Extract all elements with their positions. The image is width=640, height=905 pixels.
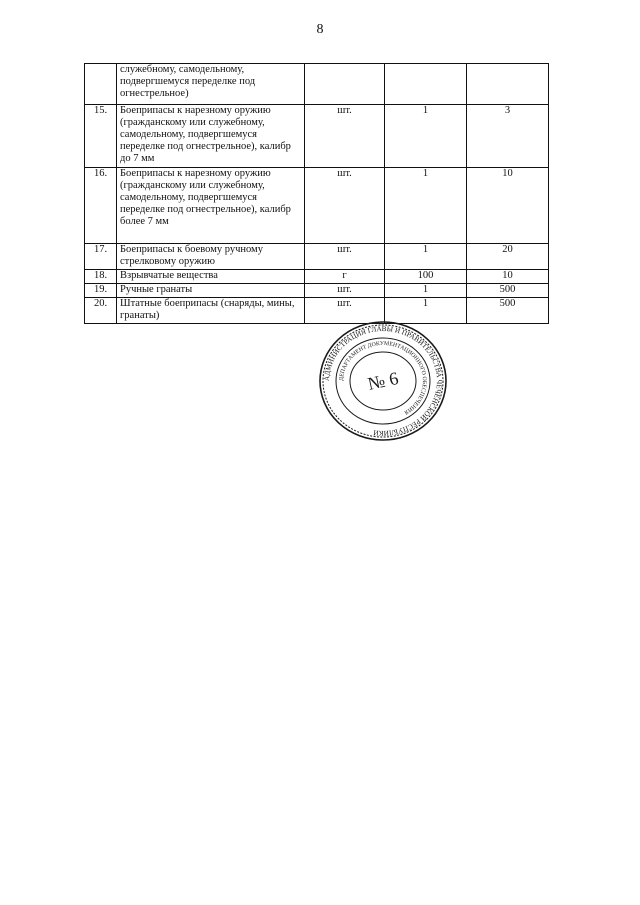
row-number: 16. xyxy=(85,168,117,244)
item-value-1: 1 xyxy=(385,244,467,270)
row-number: 17. xyxy=(85,244,117,270)
item-unit: шт. xyxy=(305,168,385,244)
item-value-2: 10 xyxy=(467,270,549,284)
item-value-1: 1 xyxy=(385,298,467,324)
item-value-2: 20 xyxy=(467,244,549,270)
item-value-1: 1 xyxy=(385,105,467,168)
item-name: Ручные гранаты xyxy=(117,284,305,298)
item-value-1: 100 xyxy=(385,270,467,284)
table-row xyxy=(85,270,549,284)
table-row xyxy=(85,105,549,168)
item-value-1: 1 xyxy=(385,168,467,244)
row-number: 15. xyxy=(85,105,117,168)
item-value-2: 3 xyxy=(467,105,549,168)
official-seal-stamp xyxy=(318,320,448,442)
item-unit xyxy=(305,64,385,105)
item-value-2: 10 xyxy=(467,168,549,244)
row-number: 19. xyxy=(85,284,117,298)
item-unit: шт. xyxy=(305,284,385,298)
item-value-2 xyxy=(467,64,549,105)
item-unit: г xyxy=(305,270,385,284)
row-number xyxy=(85,64,117,105)
table-row xyxy=(85,64,549,105)
item-value-2: 500 xyxy=(467,298,549,324)
table-row xyxy=(85,284,549,298)
item-name: Боеприпасы к нарезному оружию (гражданскому или служебному, самодельному, подвергшемуся переделке под огнестрельное), калибр более 7 мм xyxy=(117,168,305,244)
item-value-1 xyxy=(385,64,467,105)
row-number: 18. xyxy=(85,270,117,284)
item-unit: шт. xyxy=(305,244,385,270)
item-name: Боеприпасы к боевому ручному стрелковому оружию xyxy=(117,244,305,270)
table-row xyxy=(85,298,549,324)
item-value-2: 500 xyxy=(467,284,549,298)
seal-inner-text: ДЕПАРТАМЕНТ ДОКУМЕНТАЦИОННОГО ОБЕСПЕЧЕНИЯ xyxy=(338,340,428,416)
item-name: Взрывчатые вещества xyxy=(117,270,305,284)
item-name: служебному, самодельному, подвергшемуся переделке под огнестрельное) xyxy=(117,64,305,105)
item-name: Боеприпасы к нарезному оружию (гражданскому или служебному, самодельному, подвергшемуся переделке под огнестрельное), калибр до 7 мм xyxy=(117,105,305,168)
seal-ring-text: АДМИНИСТРАЦИЯ ГЛАВЫ И ПРАВИТЕЛЬСТВА ЧЕЧЕНСКОЙ РЕСПУБЛИКИ xyxy=(322,324,444,438)
row-number: 20. xyxy=(85,298,117,324)
item-value-1: 1 xyxy=(385,284,467,298)
item-name: Штатные боеприпасы (снаряды, мины, гранаты) xyxy=(117,298,305,324)
item-unit: шт. xyxy=(305,105,385,168)
table-row xyxy=(85,244,549,270)
seal-number: № 6 xyxy=(365,368,401,394)
items-table xyxy=(84,63,549,324)
table-row xyxy=(85,168,549,244)
page-number: 8 xyxy=(316,22,324,37)
item-unit: шт. xyxy=(305,298,385,324)
